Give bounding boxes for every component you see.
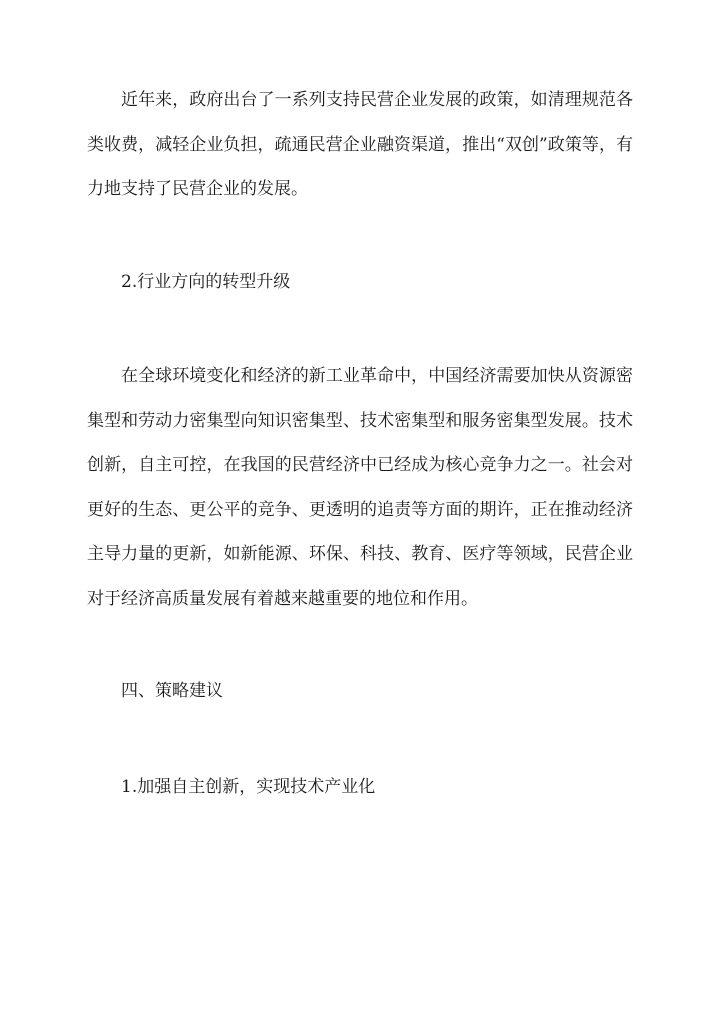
section-heading-strategy-suggestions: 四、策略建议: [121, 681, 223, 701]
section-heading-independent-innovation: 1.加强自主创新，实现技术产业化: [121, 777, 376, 797]
paragraph-policy-support: 近年来，政府出台了一系列支持民营企业发展的政策，如清理规范各类收费，减轻企业负担，疏通民营企业融资渠道，推出“双创”政策等，有力地支持了民营企业的发展。: [87, 90, 633, 200]
paragraph-industry-transformation: 在全球环境变化和经济的新工业革命中，中国经济需要加快从资源密集型和劳动力密集型向知识密集型、技术密集型和服务密集型发展。技术创新，自主可控，在我国的民营经济中已经成为核心竞争力之一。社会对更好的生态、更公平的竞争、更透明的追责等方面的期许，正在推动经济主导力量的更新，如新能源、环保、科技、教育、医疗等领域，民营企业对于经济高质量发展有着越来越重要的地位和作用。: [87, 366, 633, 609]
section-heading-industry-transformation: 2.行业方向的转型升级: [121, 272, 291, 292]
